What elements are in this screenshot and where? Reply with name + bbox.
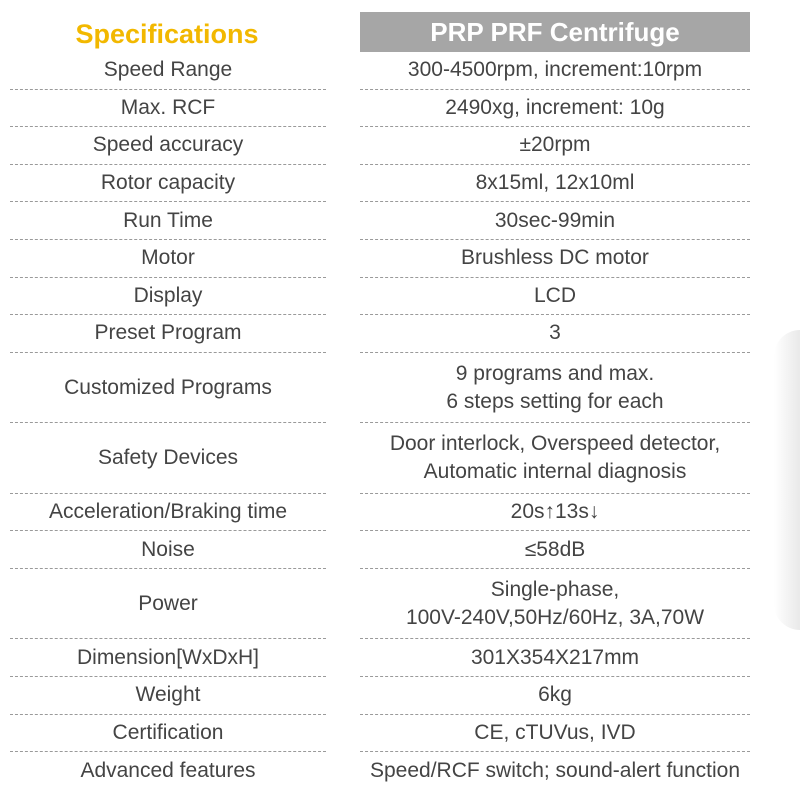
spec-row [0, 127, 800, 165]
spec-value [360, 240, 750, 278]
spec-label [10, 202, 326, 240]
specifications-heading: Specifications [75, 19, 259, 49]
spec-label [10, 278, 326, 316]
spec-value-line: 30sec-99min [494, 208, 616, 232]
spec-row [0, 202, 800, 240]
spec-label-text: Customized Programs [64, 375, 272, 399]
spec-label-text: Dimension[WxDxH] [76, 645, 260, 669]
spec-label [10, 569, 326, 640]
spec-value [360, 423, 750, 494]
spec-value-line: Speed/RCF switch; sound-alert function [369, 759, 740, 783]
spec-label [10, 315, 326, 353]
spec-row [0, 90, 800, 128]
spec-value-line: 301X354X217mm [470, 645, 640, 669]
spec-value-line: 9 programs and max. [455, 361, 655, 385]
spec-value [360, 752, 750, 790]
spec-label [10, 240, 326, 278]
spec-row [0, 315, 800, 353]
spec-label-text: Weight [135, 683, 201, 707]
spec-value-line: 8x15ml, 12x10ml [475, 171, 635, 195]
spec-label-text: Noise [141, 537, 195, 561]
spec-row [0, 752, 800, 790]
spec-value-line: Door interlock, Overspeed detector, [389, 432, 721, 455]
spec-label-text: Rotor capacity [100, 171, 236, 195]
spec-value [360, 315, 750, 353]
spec-row [0, 677, 800, 715]
spec-label [10, 165, 326, 203]
spec-label [10, 127, 326, 165]
spec-value [360, 90, 750, 128]
spec-label [10, 494, 326, 532]
spec-row [0, 423, 800, 494]
spec-value-line: ±20rpm [519, 133, 591, 157]
spec-value-line: ≤58dB [524, 537, 586, 561]
spec-label-text: Run Time [123, 208, 213, 232]
spec-value-line: 300-4500rpm, increment:10rpm [407, 58, 703, 82]
spec-value-line: CE, cTUVus, IVD [474, 720, 636, 744]
spec-row [0, 52, 800, 90]
spec-row [0, 531, 800, 569]
spec-value-line: 6kg [538, 683, 572, 707]
spec-label [10, 90, 326, 128]
spec-row [0, 278, 800, 316]
spec-label [10, 353, 326, 424]
spec-row [0, 165, 800, 203]
product-title-header: PRP PRF Centrifuge [360, 12, 750, 52]
spec-label-text: Preset Program [94, 321, 242, 345]
spec-value-line: 6 steps setting for each [446, 389, 664, 413]
spec-row [0, 639, 800, 677]
spec-value [360, 639, 750, 677]
spec-value-line: 100V-240V,50Hz/60Hz, 3A,70W [405, 605, 705, 629]
spec-label [10, 423, 326, 494]
spec-label-text: Power [138, 591, 198, 615]
spec-value-line: Brushless DC motor [461, 246, 649, 270]
spec-value [360, 353, 750, 424]
spec-label-text: Motor [141, 246, 195, 270]
spec-label-text: Advanced features [80, 759, 256, 783]
spec-label [10, 752, 326, 790]
spec-label-text: Max. RCF [120, 95, 216, 119]
spec-value-line: LCD [533, 283, 576, 307]
spec-value [360, 278, 750, 316]
spec-value [360, 677, 750, 715]
spec-label [10, 52, 326, 90]
spec-table [0, 52, 800, 790]
spec-label-text: Speed Range [103, 58, 233, 82]
spec-label-text: Display [133, 283, 203, 307]
spec-label [10, 715, 326, 753]
spec-value [360, 531, 750, 569]
spec-value [360, 569, 750, 640]
spec-label-text: Safety Devices [97, 446, 239, 469]
spec-label-text: Certification [112, 720, 224, 744]
spec-value [360, 494, 750, 532]
spec-label [10, 531, 326, 569]
spec-value [360, 52, 750, 90]
spec-label [10, 639, 326, 677]
spec-row [0, 715, 800, 753]
spec-value [360, 127, 750, 165]
spec-label-text: Acceleration/Braking time [48, 500, 288, 524]
spec-value-line: 3 [549, 321, 561, 345]
spec-label [10, 677, 326, 715]
spec-row [0, 569, 800, 640]
spec-row [0, 494, 800, 532]
spec-row [0, 353, 800, 424]
spec-value-line: Automatic internal diagnosis [423, 460, 687, 483]
spec-value [360, 715, 750, 753]
spec-value [360, 165, 750, 203]
spec-value-line: Single-phase, [490, 577, 620, 601]
spec-label-text: Speed accuracy [92, 133, 244, 157]
spec-value-line: 2490xg, increment: 10g [445, 95, 665, 119]
spec-row [0, 240, 800, 278]
spec-value-line: 20s↑13s↓ [510, 500, 600, 524]
spec-value [360, 202, 750, 240]
